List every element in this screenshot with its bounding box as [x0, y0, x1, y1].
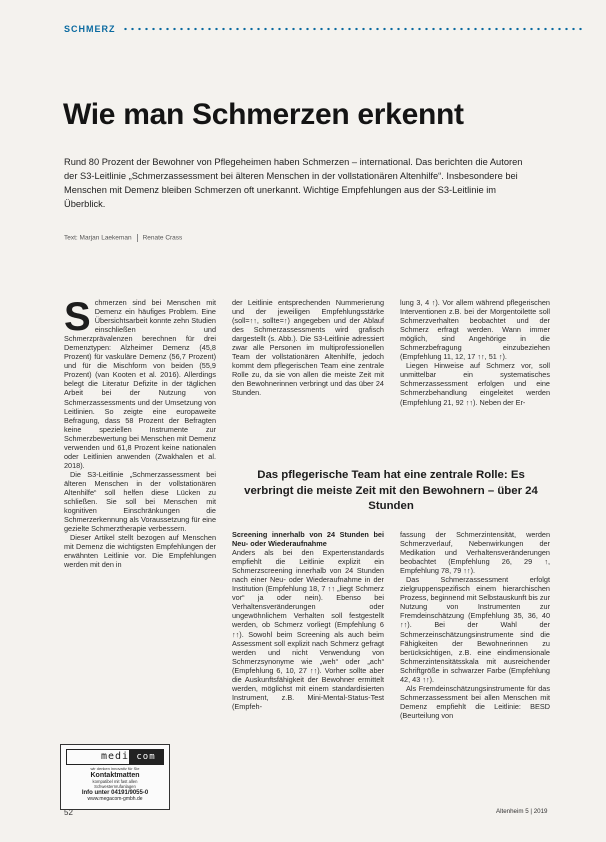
logo-right: com [129, 750, 163, 764]
col1-paragraph-3: Dieser Artikel stellt bezogen auf Menschen mit Demenz die wichtigsten Empfehlungen der erwähnten Leitlinie vor. Die Empfehlungen werden mit den in [64, 533, 216, 570]
drop-cap: S [64, 295, 91, 339]
column-2-bottom [232, 530, 384, 711]
column-3-bottom [400, 530, 550, 720]
ad-website-link[interactable]: www.megacom-gmbh.de [87, 796, 143, 802]
col1-paragraph-2: Die S3-Leitlinie „Schmerzassessment bei älteren Menschen in der vollstationären Altenhilfe“ soll helfen diese Lücken zu schließen. Sie soll bei Menschen mit kognitiven Einschränkungen die Schmerzerkennung als Voraussetzung für eine gezielte Schmerztherapie verbessern. [64, 469, 216, 534]
byline-separator [137, 234, 138, 242]
page-number: 52 [64, 808, 73, 817]
col3-paragraph-3: fassung der Schmerzintensität, werden Schmerzverlauf, Nebenwirkungen der Medikation und Verhaltensveränderungen beobachtet (Empfehlung 26, 29 ↑, Empfehlung 78, 79 ↑↑). [400, 530, 550, 576]
section-label: SCHMERZ [64, 24, 116, 34]
advertisement[interactable] [60, 744, 170, 810]
megacom-logo [66, 749, 164, 765]
col1-text-1: chmerzen sind bei Menschen mit Demenz ein häufiges Problem. Eine Übersichtsarbeit konnte zehn Studien einschließen und Schmerzprävalenzen berechnen für drei Demenztypen: Alzheimer Demenz (45,8 Prozent) für vaskuläre Demenz (56,7 Prozent) und für die Mischform von beiden (55,9 Prozent) (van Kooten et al. 2016). Allerdings belegt die Literatur Defizite in der täglichen Arbeit bei der Nutzung von Schmerzassessments und der Umsetzung von Leitlinien. So zeigte eine europaweite Befragung, dass 58 Prozent der Befragten keine speziellen Instrumente zur Schmerzbewertung bei Menschen mit Demenz verwenden und 61,8 Prozent keine nationalen oder Leitlinien anwenden (Zwakhalen et al. 2018). [64, 298, 216, 470]
column-1 [64, 295, 216, 570]
col2-paragraph-1: der Leitlinie entsprechenden Nummerierung und der jeweiligen Empfehlungsstärke (soll=↑↑, sollte=↑) angegeben und der Ablauf des Schmerzassessments wird grafisch dargestellt (s. Abb.). Die S3-Leitlinie adressiert zwar alle Personen im multiprofessionellen Team der vollstationären Altenhilfe, jedoch kommt dem pflegerischen Team eine zentrale Rolle zu, da sie von allen die meiste Zeit mit den Bewohnerinnen verbringt und das über 24 Stunden. [232, 298, 384, 398]
col3-paragraph-1: lung 3, 4 ↑). Vor allem während pflegerischen Interventionen z.B. bei der Morgentoilette soll Schmerzverhalten beobachtet und der Schmerz erfragt werden. Wann immer möglich, sind Angehörige in die Schmerzbefragung einzubeziehen (Empfehlung 11, 12, 17 ↑↑, 51 ↑). [400, 298, 550, 362]
pull-quote: Das pflegerische Team hat eine zentrale Rolle: Es verbringt die meiste Zeit mit den Bewohnern – über 24 Stunden [244, 469, 538, 512]
byline [64, 234, 182, 242]
logo-left: medi [100, 751, 130, 762]
ad-phone: Info unter 04191/9055-0 [81, 790, 149, 796]
col3-paragraph-4: Das Schmerzassessment erfolgt zielgruppenspezifisch einem hierarchischen Prozess, beginnend mit Selbstauskunft bis zur Nutzung von Instrumenten zur Fremdeinschätzung (Empfehlung 35, 36, 40 ↑↑). Bei der Wahl der Schmerzeinschätzungsinstrumente sind die Fähigkeiten der Bewohnerinnen zu berücksichtigen, z.B. eine eindimensionale Schmerzintensitätsskala mit ausreichender Schriftgröße in schwarzer Farbe (Empfehlung 42, 43 ↑↑). [400, 575, 550, 684]
issue-info: Altenheim 5 | 2019 [496, 808, 548, 815]
intro-paragraph [64, 295, 216, 470]
col3-paragraph-2: Liegen Hinweise auf Schmerz vor, soll unmittelbar ein systematisches Schmerzassessment erfolgen und eine Schmerzbehandlung eingeleitet werden (Empfehlung 21, 92 ↑↑). Neben der Er- [400, 361, 550, 407]
ad-product: Kontaktmatten [90, 772, 140, 779]
col3-paragraph-5: Als Fremdeinschätzungsinstrumente für das Schmerzassessment bei allen Menschen mit Demenz empfiehlt die Leitlinie: BESD (Beurteilung von [400, 683, 550, 720]
ad-line-2: Schwesternrufanlagen [94, 784, 136, 789]
ad-line-1: kompatibel mit fast allen [92, 779, 138, 784]
column-3-top [400, 298, 550, 407]
ad-tagline: wir denken innovativ für Sie [90, 766, 140, 771]
author-1: Text: Marjan Laekeman [64, 234, 132, 242]
column-2-top [232, 298, 384, 398]
dotted-rule [122, 26, 586, 32]
author-2: Renate Crass [142, 234, 183, 242]
lead-paragraph: Rund 80 Prozent der Bewohner von Pflegeheimen haben Schmerzen – international. Das berichten die Autoren der S3-Leitlinie „Schmerzassessment bei älteren Menschen in der vollstationären Altenhilfe“. Insbesondere bei Menschen mit Demenz bleiben Schmerzen oft unerkannt. Wichtige Empfehlungen aus der S3-Leitlinie im Überblick. [64, 157, 523, 209]
page-title: Wie man Schmerzen erkennt [63, 98, 464, 131]
subheading: Screening innerhalb von 24 Stunden bei Neu- oder Wiederaufnahme [232, 530, 384, 549]
col2-paragraph-2: Anders als bei den Expertenstandards empfiehlt die Leitlinie explizit ein Schmerzscreening innerhalb von 24 Stunden nach einer Neu- oder Wiederaufnahme in der Institution (Empfehlung 18, 7 ↑↑ „liegt Schmerz vor“ ja oder nein). Ebenso bei Verhaltensveränderungen oder ungewöhnlichem Verhalten soll festgestellt werden, ob Schmerz vorliegt (Empfehlung 6 ↑↑). Sowohl beim Screening als auch beim Assessment soll explizit nach Schmerz gefragt werden und nicht Verwendung von Schmerzsynonyme wie „weh“ oder „ach“ (Empfehlung 6, 10, 27 ↑↑). Vorher sollte aber die Auskunftsfähigkeit der Bewohner ermittelt werden, möglichst mit einem standardisierten Instrument, z.B. Mini-Mental-Status-Test (Empfeh- [232, 548, 384, 711]
